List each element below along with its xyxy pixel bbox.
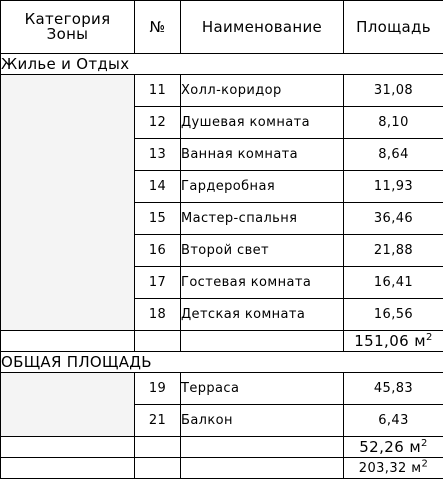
group-row	[1, 54, 443, 75]
room-number: 15	[135, 203, 181, 235]
room-number: 12	[135, 107, 181, 139]
room-number: 18	[135, 299, 181, 331]
empty-cell	[1, 331, 135, 352]
area-header: Площадь	[344, 1, 443, 54]
room-name: Балкон	[181, 405, 344, 437]
subtotal-row	[1, 331, 443, 352]
unit-exponent: 2	[426, 332, 433, 343]
subtotal-area	[344, 331, 443, 352]
grand-total-value: 203,32 м	[358, 460, 422, 476]
group-row	[1, 352, 443, 373]
subtotal-area	[344, 437, 443, 458]
unit-exponent: 2	[421, 438, 428, 449]
room-area: 21,88	[344, 235, 443, 267]
empty-cell	[1, 437, 135, 458]
empty-cell	[1, 458, 135, 479]
grand-total-row	[1, 458, 443, 479]
room-number: 21	[135, 405, 181, 437]
subtotal-row	[1, 437, 443, 458]
group-title-common: ОБЩАЯ ПЛОЩАДЬ	[1, 352, 443, 373]
name-header: Наименование	[181, 1, 344, 54]
empty-cell	[135, 331, 181, 352]
room-name: Детская комната	[181, 299, 344, 331]
category-header-line2: Зоны	[46, 25, 89, 43]
room-number: 14	[135, 171, 181, 203]
room-area: 8,64	[344, 139, 443, 171]
category-cell	[1, 75, 135, 331]
room-number: 11	[135, 75, 181, 107]
category-cell	[1, 373, 135, 437]
room-number: 19	[135, 373, 181, 405]
room-area: 16,41	[344, 267, 443, 299]
room-area: 11,93	[344, 171, 443, 203]
category-header-line1: Категория	[24, 10, 111, 28]
room-area: 45,83	[344, 373, 443, 405]
category-header	[1, 1, 135, 54]
subtotal-value: 151,06 м	[354, 332, 426, 350]
subtotal-value: 52,26 м	[359, 438, 422, 456]
room-area: 8,10	[344, 107, 443, 139]
room-name: Мастер-спальня	[181, 203, 344, 235]
group-title-living: Жилье и Отдых	[1, 54, 443, 75]
room-name: Терраса	[181, 373, 344, 405]
room-name: Второй свет	[181, 235, 344, 267]
table-row	[1, 373, 443, 405]
room-name: Холл-коридор	[181, 75, 344, 107]
unit-exponent: 2	[421, 458, 429, 470]
grand-total-area	[344, 458, 443, 479]
table-row	[1, 75, 443, 107]
room-name: Ванная комната	[181, 139, 344, 171]
room-name: Душевая комната	[181, 107, 344, 139]
empty-cell	[181, 331, 344, 352]
room-area: 6,43	[344, 405, 443, 437]
empty-cell	[181, 437, 344, 458]
room-area: 16,56	[344, 299, 443, 331]
empty-cell	[135, 458, 181, 479]
empty-cell	[135, 437, 181, 458]
room-area: 31,08	[344, 75, 443, 107]
room-number: 13	[135, 139, 181, 171]
room-number: 16	[135, 235, 181, 267]
empty-cell	[181, 458, 344, 479]
room-name: Гардеробная	[181, 171, 344, 203]
number-header: №	[135, 1, 181, 54]
room-area: 36,46	[344, 203, 443, 235]
room-number: 17	[135, 267, 181, 299]
room-name: Гостевая комната	[181, 267, 344, 299]
header-row	[1, 1, 443, 54]
